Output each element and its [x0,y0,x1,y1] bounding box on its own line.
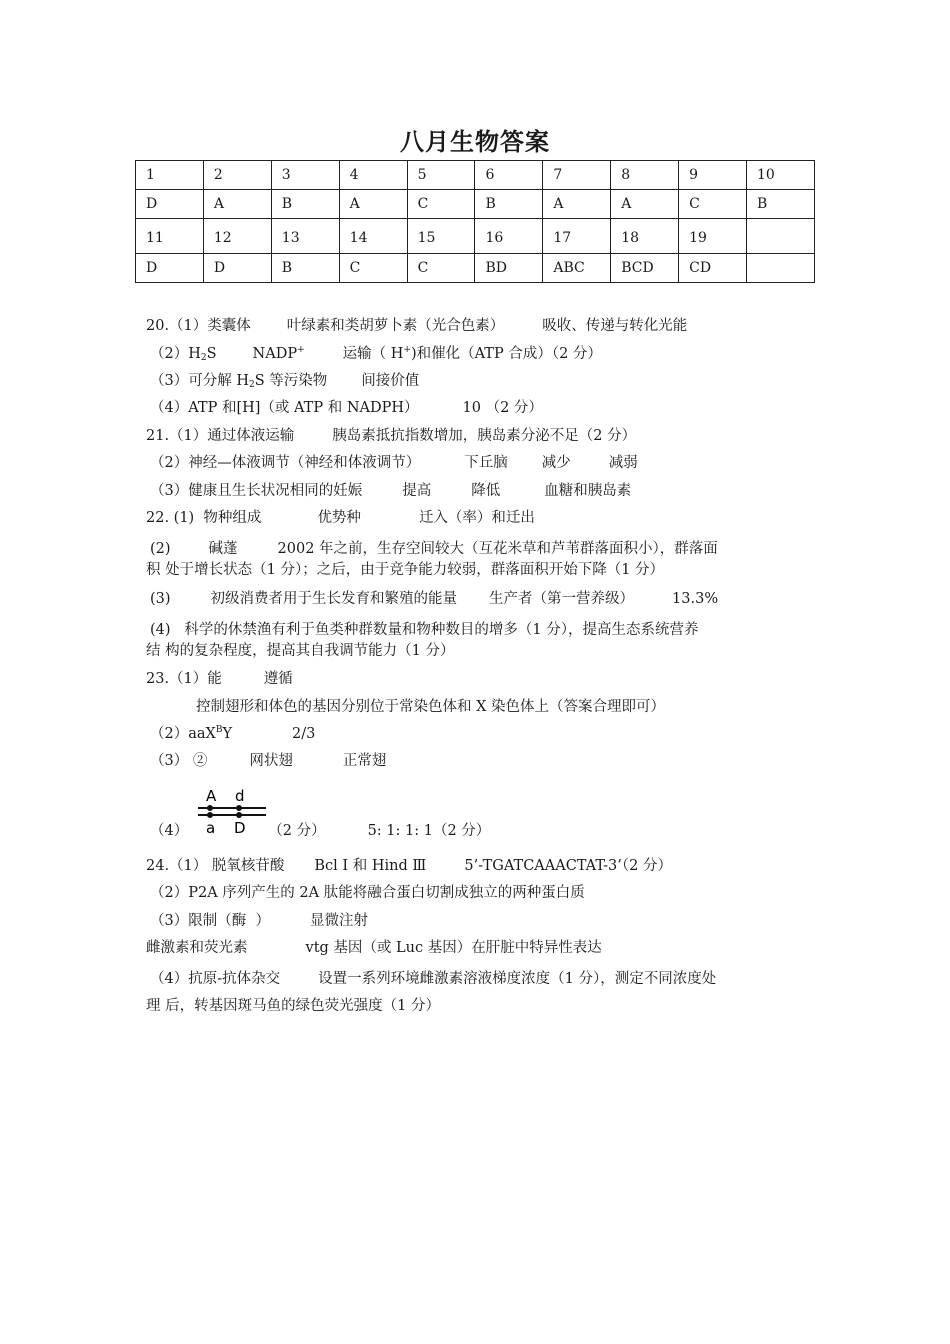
q22-line-1: 22. (1) 物种组成 优势种 迁入（率）和迁出 [146,510,535,526]
q24-line-4: （4）抗原-抗体杂交 设置一系列环境雌激素溶液梯度浓度（1 分），测定不同浓度处 [150,971,717,987]
q21-line-2: （2）神经—体液调节（神经和体液调节） 下丘脑 减少 减弱 [150,455,638,471]
gene-label-top-left: A [206,787,217,805]
q22-line-2: (2) 碱蓬 2002 年之前，生存空间较大（互花米草和芦苇群落面积小），群落面 [150,541,718,557]
q24-line-3b: 雌激素和荧光素 vtg 基因（或 Luc 基因）在肝脏中特异性表达 [146,940,602,956]
gene-label-top-right: d [235,787,245,805]
q23-line-2: （2）aaX$^B$Y 2/3 [150,725,316,742]
locus-dot [236,805,242,811]
table-row: D D B C C BD ABC BCD CD [136,254,815,283]
q20-line-2: $(2)H_2S$ NADP+ 运输（ H+)和催化（ATP 合成）（2 分） [150,345,602,363]
table-row: D A B A C B A A C B [136,190,815,219]
q24-line-1: 24.（1） 脱氧核苷酸 Bcl I 和 Hind Ⅲ 5’-TGATCAAACTAT-3’（2 分） [146,858,672,874]
answer-table [135,160,815,283]
q22-line-4: (4) 科学的休禁渔有利于鱼类种群数量和物种数目的增多（1 分），提高生态系统营养 [150,622,699,638]
locus-dot [236,812,242,818]
locus-dot [207,812,213,818]
q20-line-1: 20.（1）类囊体 叶绿素和类胡萝卜素（光合色素） 吸收、传递与转化光能 [146,318,688,334]
q23-line-4: （4） （2 分） 5: 1: 1: 1（2 分） [150,823,491,839]
q22-line-4b: 结 构的复杂程度，提高其自我调节能力（1 分） [146,643,455,659]
q24-line-3: （3）限制（酶 ） 显微注射 [150,913,368,929]
q21-line-1: 21.（1）通过体液运输 胰岛素抵抗指数增加，胰岛素分泌不足（2 分） [146,428,637,444]
q23-line-1b: 控制翅形和体色的基因分别位于常染色体和 X 染色体上（答案合理即可） [196,699,666,715]
q22-line-3: (3) 初级消费者用于生长发育和繁殖的能量 生产者（第一营养级） 13.3% [150,591,719,607]
q22-line-2b: 积 处于增长状态（1 分）；之后，由于竞争能力较弱，群落面积开始下降（1 分） [146,562,665,578]
table-row: 11 12 13 14 15 16 17 18 19 [136,219,815,254]
q20-line-3: （3）可分解 $H_2S$ 等污染物 间接价值 [150,373,420,390]
page-title: 八月生物答案 [400,128,550,156]
q24-line-4b: 理 后，转基因斑马鱼的绿色荧光强度（1 分） [146,998,440,1014]
q21-line-3: （3）健康且生长状况相同的妊娠 提高 降低 血糖和胰岛素 [150,483,632,499]
q20-line-4: （4）ATP 和[H]（或 ATP 和 NADPH） 10 （2 分） [150,400,543,416]
q23-line-3: （3） ② 网状翅 正常翅 [150,753,387,769]
q23-line-1: 23.（1）能 遵循 [146,671,293,687]
table-row: 1 2 3 4 5 6 7 8 9 10 [136,161,815,190]
gene-label-bottom-left: a [206,819,216,837]
q24-line-2: （2）P2A 序列产生的 2A 肽能将融合蛋白切割成独立的两种蛋白质 [150,885,585,901]
locus-dot [207,805,213,811]
gene-label-bottom-right: D [234,819,246,837]
